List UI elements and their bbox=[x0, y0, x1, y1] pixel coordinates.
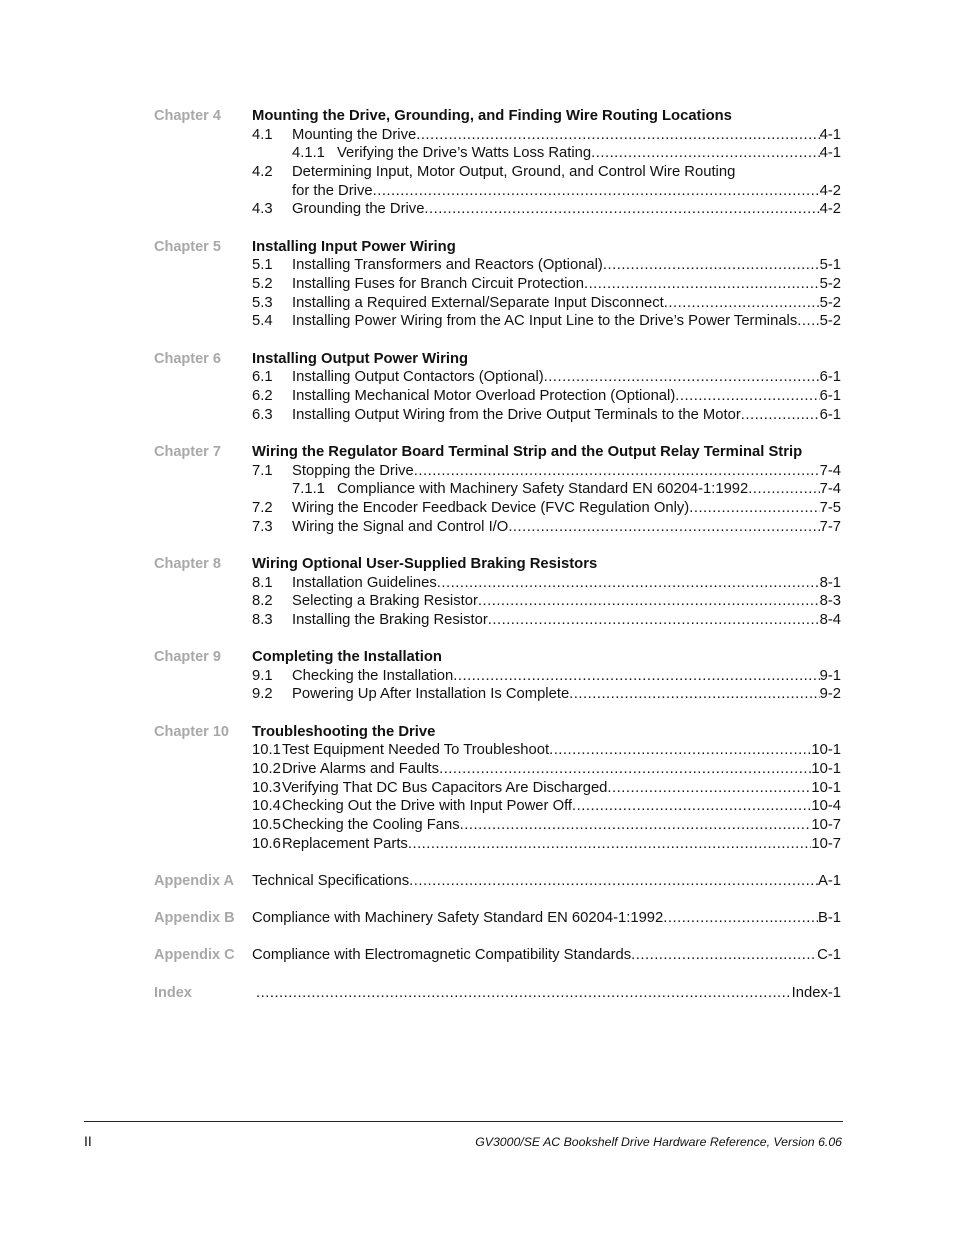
chapter-title[interactable]: Troubleshooting the Drive bbox=[252, 723, 436, 740]
entry-title[interactable]: Technical Specifications bbox=[252, 872, 410, 889]
chapter-block bbox=[0, 555, 954, 630]
entry-title[interactable]: Test Equipment Needed To Troubleshoot bbox=[282, 742, 550, 759]
entry-title[interactable]: Checking the Cooling Fans bbox=[282, 817, 460, 834]
entry-page[interactable]: A-1 bbox=[817, 872, 841, 889]
entry-title[interactable]: Installing a Required External/Separate Input Disconnect bbox=[292, 294, 664, 311]
entry-number: 5.4 bbox=[252, 313, 273, 330]
entry-number: 8.1 bbox=[252, 574, 273, 591]
entry-page[interactable]: 7-5 bbox=[819, 499, 841, 516]
entry-number: 4.1.1 bbox=[292, 145, 325, 162]
toc-entry[interactable] bbox=[252, 909, 841, 928]
toc-entry[interactable] bbox=[252, 741, 841, 760]
chapter-title[interactable]: Wiring the Regulator Board Terminal Strip and the Output Relay Terminal Strip bbox=[252, 443, 803, 460]
toc-entry[interactable] bbox=[252, 312, 841, 331]
footer-page-number: II bbox=[84, 1133, 92, 1149]
entry-page[interactable]: 10-1 bbox=[811, 761, 841, 778]
entry-title[interactable]: Verifying That DC Bus Capacitors Are Discharged bbox=[282, 779, 608, 796]
entry-title[interactable]: Installing Transformers and Reactors (Optional) bbox=[292, 257, 603, 274]
entry-number: 7.1.1 bbox=[292, 481, 325, 498]
dot-leader bbox=[256, 984, 792, 1003]
dot-leader bbox=[437, 574, 820, 593]
dot-leader bbox=[603, 256, 820, 275]
dot-leader bbox=[664, 294, 820, 313]
appendix-label: Appendix C bbox=[154, 947, 235, 964]
footer-divider bbox=[84, 1121, 843, 1122]
toc-entry[interactable] bbox=[292, 144, 841, 163]
dot-leader bbox=[591, 144, 819, 163]
dot-leader bbox=[373, 182, 820, 201]
entry-page[interactable]: 5-1 bbox=[819, 257, 841, 274]
entry-page[interactable]: 4-2 bbox=[819, 201, 841, 218]
entry-title[interactable]: for the Drive bbox=[292, 182, 373, 199]
toc-entry[interactable] bbox=[252, 294, 841, 313]
dot-leader bbox=[748, 480, 819, 499]
toc-entry[interactable] bbox=[252, 667, 841, 686]
entry-page[interactable]: 6-1 bbox=[819, 406, 841, 423]
entry-page[interactable]: 10-7 bbox=[811, 835, 841, 852]
footer-document-title: GV3000/SE AC Bookshelf Drive Hardware Reference, Version 6.06 bbox=[475, 1135, 842, 1149]
entry-number: 8.3 bbox=[252, 611, 273, 628]
entry-number: 10.2 bbox=[252, 761, 281, 778]
entry-page[interactable]: B-1 bbox=[817, 910, 841, 927]
entry-title[interactable]: Powering Up After Installation Is Complete bbox=[292, 686, 570, 703]
toc-entry[interactable] bbox=[252, 592, 841, 611]
appendix-block bbox=[0, 872, 954, 891]
entry-number: 5.1 bbox=[252, 257, 273, 274]
appendix-label: Index bbox=[154, 984, 192, 1001]
chapter-block bbox=[0, 350, 954, 425]
entry-page[interactable]: 10-7 bbox=[811, 817, 841, 834]
entry-number: 5.3 bbox=[252, 294, 273, 311]
toc-entry[interactable] bbox=[252, 275, 841, 294]
dot-leader bbox=[797, 312, 819, 331]
entry-title[interactable]: Determining Input, Motor Output, Ground, and Control Wire Routing bbox=[292, 164, 736, 181]
dot-leader bbox=[453, 667, 819, 686]
toc-entry[interactable] bbox=[252, 200, 841, 219]
table-of-contents bbox=[0, 107, 954, 1021]
chapter-label: Chapter 7 bbox=[154, 443, 221, 460]
entry-number: 6.1 bbox=[252, 369, 273, 386]
entry-title[interactable]: Compliance with Electromagnetic Compatibility Standards bbox=[252, 947, 632, 964]
appendix-block bbox=[0, 946, 954, 965]
entry-title[interactable]: Mounting the Drive bbox=[292, 126, 417, 143]
toc-entry[interactable] bbox=[252, 835, 841, 854]
dot-leader bbox=[572, 797, 811, 816]
entry-page[interactable]: 8-1 bbox=[819, 574, 841, 591]
entry-number: 10.3 bbox=[252, 779, 281, 796]
entry-number: 7.2 bbox=[252, 499, 273, 516]
chapter-title[interactable]: Mounting the Drive, Grounding, and Finding Wire Routing Locations bbox=[252, 108, 732, 124]
chapter-block bbox=[0, 723, 954, 854]
entry-number: 4.3 bbox=[252, 201, 273, 218]
entry-title[interactable]: Compliance with Machinery Safety Standard EN 60204-1:1992 bbox=[252, 910, 664, 927]
entry-number: 10.6 bbox=[252, 835, 281, 852]
toc-entry[interactable] bbox=[252, 760, 841, 779]
entry-number: 7.3 bbox=[252, 518, 273, 535]
entry-title[interactable]: Installing Fuses for Branch Circuit Protection bbox=[292, 276, 584, 293]
entry-title[interactable]: Compliance with Machinery Safety Standard EN 60204-1:1992 bbox=[337, 481, 749, 498]
entry-number: 10.1 bbox=[252, 742, 281, 759]
toc-entry[interactable] bbox=[252, 685, 841, 704]
dot-leader bbox=[689, 499, 819, 518]
entry-title[interactable]: Installing Mechanical Motor Overload Protection (Optional) bbox=[292, 387, 676, 404]
entry-page[interactable]: 10-4 bbox=[811, 798, 841, 815]
entry-page[interactable]: 7-7 bbox=[819, 518, 841, 535]
toc-entry[interactable] bbox=[292, 182, 841, 201]
chapter-label: Chapter 6 bbox=[154, 350, 221, 367]
dot-leader bbox=[741, 406, 820, 425]
dot-leader bbox=[488, 611, 820, 630]
entry-title[interactable]: Drive Alarms and Faults bbox=[282, 761, 440, 778]
toc-entry[interactable] bbox=[252, 946, 841, 965]
entry-page[interactable]: 9-2 bbox=[819, 686, 841, 703]
appendix-block bbox=[0, 909, 954, 928]
entry-number: 6.3 bbox=[252, 406, 273, 423]
toc-entry[interactable] bbox=[252, 779, 841, 798]
entry-title[interactable]: Wiring the Encoder Feedback Device (FVC Regulation Only) bbox=[292, 499, 690, 516]
entry-title[interactable]: Replacement Parts bbox=[282, 835, 408, 852]
entry-page[interactable]: 5-2 bbox=[819, 276, 841, 293]
entry-number: 10.4 bbox=[252, 798, 281, 815]
toc-entry[interactable] bbox=[252, 256, 841, 275]
entry-number: 5.2 bbox=[252, 276, 273, 293]
chapter-block bbox=[0, 238, 954, 331]
entry-page[interactable]: 10-1 bbox=[811, 742, 841, 759]
chapter-block bbox=[0, 443, 954, 536]
chapter-label: Chapter 10 bbox=[154, 723, 229, 740]
entry-page[interactable]: 10-1 bbox=[811, 779, 841, 796]
dot-leader bbox=[439, 760, 811, 779]
toc-entry[interactable] bbox=[252, 387, 841, 406]
entry-title[interactable]: Installing Power Wiring from the AC Input Line to the Drive’s Power Terminals bbox=[292, 313, 798, 330]
entry-title[interactable]: Stopping the Drive bbox=[292, 462, 414, 479]
entry-title[interactable]: Selecting a Braking Resistor bbox=[292, 593, 478, 610]
entry-page[interactable]: 8-4 bbox=[819, 611, 841, 628]
dot-leader bbox=[460, 816, 812, 835]
entry-number: 9.1 bbox=[252, 667, 273, 684]
appendix-label: Appendix A bbox=[154, 872, 235, 889]
entry-title[interactable]: Grounding the Drive bbox=[292, 201, 425, 218]
toc-entry[interactable] bbox=[256, 984, 841, 1003]
entry-page[interactable]: C-1 bbox=[817, 947, 841, 964]
entry-page[interactable]: 4-1 bbox=[819, 126, 841, 143]
dot-leader bbox=[409, 872, 818, 891]
chapter-block bbox=[0, 107, 954, 219]
toc-entry[interactable] bbox=[252, 126, 841, 145]
dot-leader bbox=[544, 368, 820, 387]
entry-number: 6.2 bbox=[252, 387, 273, 404]
toc-entry[interactable] bbox=[252, 499, 841, 518]
toc-entry[interactable] bbox=[252, 518, 841, 537]
chapter-title[interactable]: Completing the Installation bbox=[252, 649, 442, 666]
dot-leader bbox=[414, 462, 820, 481]
entry-page[interactable]: 7-4 bbox=[819, 481, 841, 498]
toc-entry[interactable] bbox=[252, 816, 841, 835]
entry-title[interactable]: Verifying the Drive’s Watts Loss Rating bbox=[337, 145, 592, 162]
appendix-block bbox=[0, 984, 954, 1003]
toc-entry[interactable] bbox=[252, 406, 841, 425]
dot-leader bbox=[631, 946, 817, 965]
chapter-title[interactable]: Installing Input Power Wiring bbox=[252, 238, 456, 255]
entry-title[interactable]: Wiring the Signal and Control I/O bbox=[292, 518, 509, 535]
entry-page[interactable]: 4-1 bbox=[819, 145, 841, 162]
dot-leader bbox=[424, 200, 819, 219]
chapter-label: Chapter 8 bbox=[154, 555, 221, 572]
toc-entry-line[interactable] bbox=[252, 163, 954, 182]
dot-leader bbox=[675, 387, 819, 406]
dot-leader bbox=[584, 275, 820, 294]
entry-page[interactable]: Index-1 bbox=[791, 984, 841, 1001]
entry-page[interactable]: 9-1 bbox=[819, 667, 841, 684]
chapter-title[interactable]: Installing Output Power Wiring bbox=[252, 350, 469, 367]
toc-entry[interactable] bbox=[292, 480, 841, 499]
entry-page[interactable]: 6-1 bbox=[819, 369, 841, 386]
entry-title[interactable]: Installing the Braking Resistor bbox=[292, 611, 488, 628]
toc-entry[interactable] bbox=[252, 611, 841, 630]
toc-entry[interactable] bbox=[252, 872, 841, 891]
chapter-title[interactable]: Wiring Optional User-Supplied Braking Resistors bbox=[252, 555, 598, 572]
entry-number: 8.2 bbox=[252, 593, 273, 610]
entry-page[interactable]: 5-2 bbox=[819, 313, 841, 330]
dot-leader bbox=[416, 126, 819, 145]
dot-leader bbox=[607, 779, 811, 798]
entry-page[interactable]: 6-1 bbox=[819, 387, 841, 404]
entry-page[interactable]: 7-4 bbox=[819, 462, 841, 479]
toc-entry[interactable] bbox=[252, 368, 841, 387]
entry-number: 4.1 bbox=[252, 126, 273, 143]
dot-leader bbox=[478, 592, 820, 611]
entry-number: 9.2 bbox=[252, 686, 273, 703]
dot-leader bbox=[663, 909, 818, 928]
chapter-block bbox=[0, 648, 954, 704]
entry-page[interactable]: 4-2 bbox=[819, 182, 841, 199]
entry-page[interactable]: 5-2 bbox=[819, 294, 841, 311]
dot-leader bbox=[408, 835, 812, 854]
toc-entry[interactable] bbox=[252, 574, 841, 593]
chapter-label: Chapter 9 bbox=[154, 649, 221, 666]
chapter-label: Chapter 5 bbox=[154, 238, 221, 255]
entry-number: 10.5 bbox=[252, 817, 281, 834]
dot-leader bbox=[569, 685, 819, 704]
entry-title[interactable]: Installing Output Wiring from the Drive Output Terminals to the Motor bbox=[292, 406, 741, 423]
entry-number: 7.1 bbox=[252, 462, 273, 479]
entry-title[interactable]: Checking Out the Drive with Input Power Off bbox=[282, 798, 573, 815]
entry-title[interactable]: Checking the Installation bbox=[292, 667, 454, 684]
dot-leader bbox=[549, 741, 811, 760]
appendix-label: Appendix B bbox=[154, 910, 235, 927]
toc-entry[interactable] bbox=[252, 797, 841, 816]
entry-number: 4.2 bbox=[252, 164, 273, 181]
dot-leader bbox=[508, 518, 819, 537]
chapter-label: Chapter 4 bbox=[154, 108, 221, 124]
entry-title[interactable]: Installation Guidelines bbox=[292, 574, 437, 591]
entry-page[interactable]: 8-3 bbox=[819, 593, 841, 610]
entry-title[interactable]: Installing Output Contactors (Optional) bbox=[292, 369, 544, 386]
toc-entry[interactable] bbox=[252, 462, 841, 481]
